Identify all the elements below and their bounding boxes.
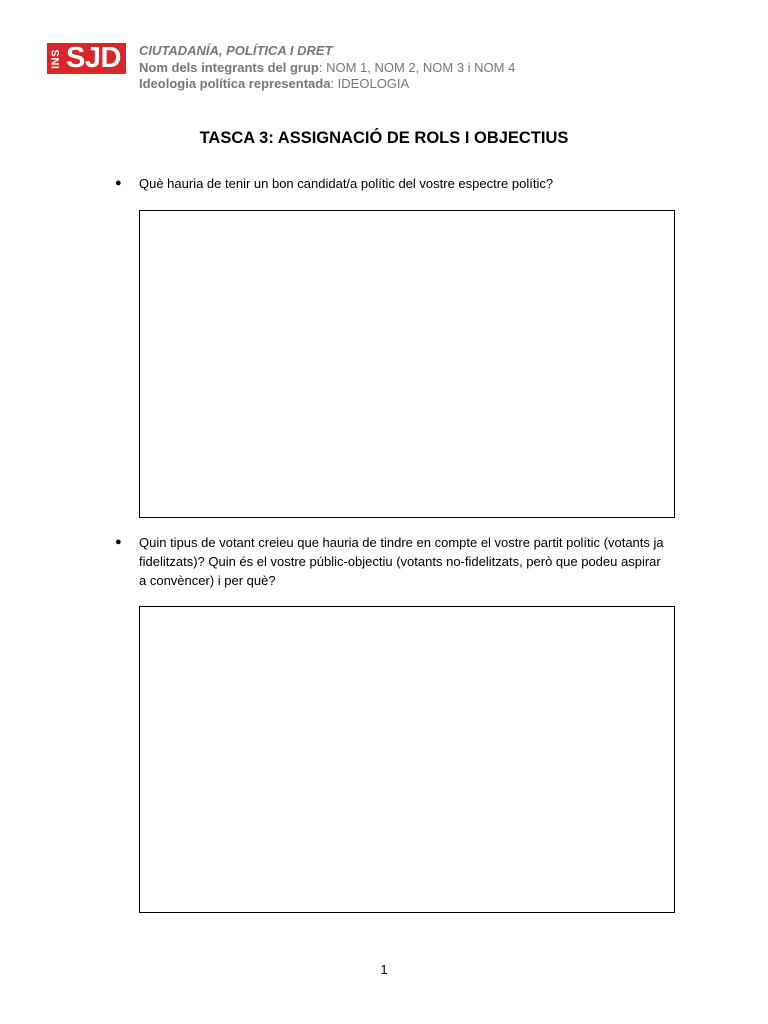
group-members-value: : NOM 1, NOM 2, NOM 3 i NOM 4 [318, 59, 516, 75]
task-title: TASCA 3: ASSIGNACIÓ DE ROLS I OBJECTIUS [199, 129, 569, 147]
bullet-icon: ● [115, 177, 122, 189]
ideology-line [139, 76, 515, 93]
logo-sjd-mark: SJD [66, 43, 121, 74]
school-logo [47, 43, 126, 74]
question-2 [115, 533, 669, 590]
group-members-line [139, 60, 515, 77]
ideology-value: : IDEOLOGIA [330, 76, 410, 91]
answer-box-2[interactable] [139, 606, 675, 913]
page-number: 1 [380, 962, 388, 977]
ideology-label: Ideologia política representada [139, 76, 331, 91]
group-members-label: Nom dels integrants del grup [139, 59, 319, 75]
question-1-text: Què hauria de tenir un bon candidat/a polític del vostre espectre polític? [139, 176, 554, 191]
course-name: CIUTADANÍA, POLÍTICA I DRET [139, 43, 333, 58]
logo-ins-mark: INS [50, 48, 62, 69]
question-1 [115, 174, 669, 193]
bullet-icon: ● [115, 536, 122, 548]
question-2-text: Quin tipus de votant creieu que hauria de tindre en compte el vostre partit polític (votants ja fidelitzats)? Quin és el vostre públic-objectiu (votants no-fidelitzats, però que podeu aspirar a convèncer) i per què? [139, 535, 664, 588]
answer-box-1[interactable] [139, 210, 675, 518]
document-header [139, 43, 515, 93]
